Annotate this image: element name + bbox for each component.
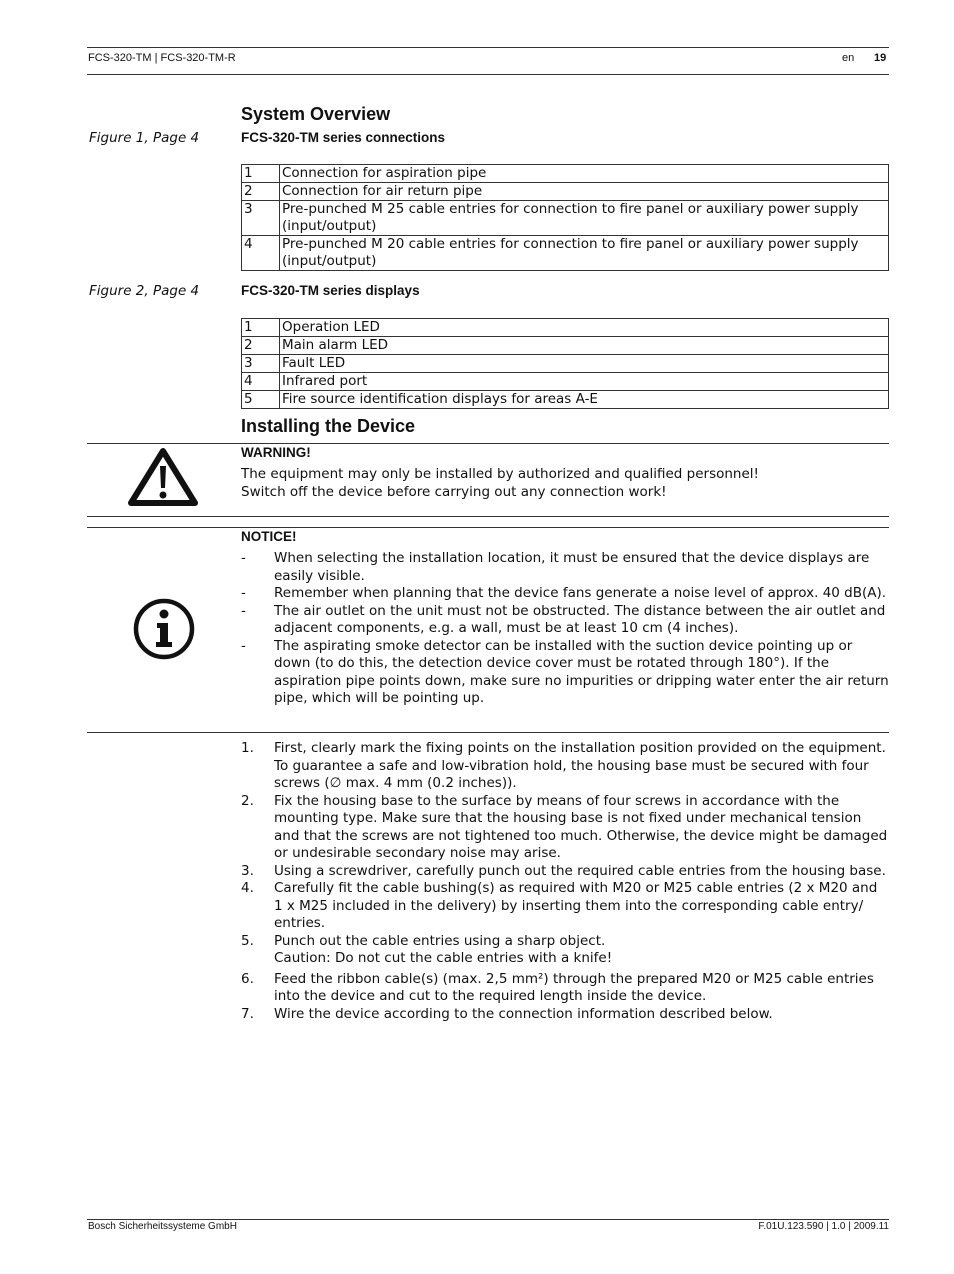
- step-number: 5.: [241, 932, 254, 949]
- list-item: - The air outlet on the unit must not be obstructed. The distance between the air outlet and adjacent components, e.g. a wall, must be at least 10 cm (4 inches).: [241, 602, 886, 636]
- figure1-caption: FCS-320-TM series connections: [241, 130, 446, 145]
- footer-rule: [87, 1219, 889, 1220]
- list-item: - When selecting the installation location, it must be ensured that the device displays are easily visible.: [241, 550, 870, 584]
- connections-table: [241, 164, 889, 271]
- table-row: [242, 355, 889, 373]
- figure2-caption: FCS-320-TM series displays: [241, 283, 420, 298]
- table-row: [242, 165, 889, 183]
- header-product: FCS-320-TM | FCS-320-TM-R: [88, 52, 236, 64]
- step-number: 2.: [241, 792, 254, 809]
- info-icon: [132, 597, 196, 661]
- notice-bottom-rule: [87, 732, 889, 733]
- header-bottom-rule: [87, 74, 889, 75]
- step-number: 3.: [241, 862, 254, 879]
- row-text: Fault LED: [280, 355, 889, 373]
- list-item: - Remember when planning that the device fans generate a noise level of approx. 40 dB(A).: [241, 585, 887, 601]
- row-text: Pre-punched M 20 cable entries for connection to fire panel or auxiliary power supply (input/output): [280, 236, 889, 271]
- list-item-text: The air outlet on the unit must not be obstructed. The distance between the air outlet and adjacent components, e.g. a wall, must be at least 10 cm (4 inches).: [274, 602, 886, 636]
- list-item: [241, 933, 889, 968]
- header-top-rule: [87, 47, 889, 48]
- warning-line-1: The equipment may only be installed by authorized and qualified personnel!: [241, 466, 759, 482]
- table-row: [242, 373, 889, 391]
- warning-top-rule: [87, 443, 889, 444]
- row-text: Connection for air return pipe: [280, 183, 889, 201]
- notice-top-rule: [87, 527, 889, 528]
- table-row: [242, 337, 889, 355]
- row-text: Main alarm LED: [280, 337, 889, 355]
- list-item-text: When selecting the installation location, it must be ensured that the device displays are easily visible.: [274, 550, 870, 584]
- step-text: Fix the housing base to the surface by means of four screws in accordance with the mounting type. Make sure that the housing base is not fixed under mechanical tension and that the screws are not tightened too much. Otherwise, the device might be damaged or undesirable secondary noise may arise.: [274, 792, 888, 861]
- step-text: First, clearly mark the fixing points on the installation position provided on the equipment. To guarantee a safe and low-vibration hold, the housing base must be secured with four screws (∅ max. 4 mm (0.2 inches)).: [274, 740, 886, 791]
- header-page-number: 19: [874, 52, 887, 64]
- row-text: Infrared port: [280, 373, 889, 391]
- list-item: [241, 971, 889, 1006]
- warning-bottom-rule: [87, 516, 889, 517]
- step-number: 7.: [241, 1005, 254, 1022]
- row-text: Operation LED: [280, 319, 889, 337]
- section-title-installing: Installing the Device: [241, 416, 416, 436]
- list-item: [241, 740, 889, 793]
- step-text: Punch out the cable entries using a sharp object.: [274, 932, 606, 949]
- warning-triangle-icon: [127, 446, 199, 508]
- list-item: [241, 863, 889, 881]
- row-number: 3: [242, 355, 280, 373]
- section-title-system-overview: System Overview: [241, 104, 391, 124]
- step-number: 6.: [241, 970, 254, 987]
- step-text: Carefully fit the cable bushing(s) as required with M20 or M25 cable entries (2 x M20 and 1 x M25 included in the delivery) by inserting them into the corresponding cable entry/ entries.: [274, 880, 878, 931]
- header-lang: en: [842, 52, 855, 64]
- row-number: 3: [242, 201, 280, 236]
- step-number: 4.: [241, 880, 254, 896]
- row-text: Connection for aspiration pipe: [280, 165, 889, 183]
- list-item: [241, 793, 889, 863]
- installation-steps: [241, 740, 889, 1023]
- step-caution: Caution: Do not cut the cable entries with a knife!: [274, 950, 613, 966]
- list-item: - The aspirating smoke detector can be installed with the suction device pointing up or down (to do this, the detection device cover must be rotated through 180°). If the aspiration pipe points down, make sure no impurities or dripping water enter the air return pipe, which will be pointing up.: [241, 637, 889, 706]
- list-item-text: Remember when planning that the device fans generate a noise level of approx. 40 dB(A).: [274, 585, 887, 601]
- footer-doc-info: F.01U.123.590 | 1.0 | 2009.11: [758, 1221, 889, 1232]
- list-item: [241, 1006, 889, 1024]
- table-row: [242, 319, 889, 337]
- notice-label: NOTICE!: [241, 529, 297, 544]
- table-row: [242, 391, 889, 409]
- row-text: Pre-punched M 25 cable entries for connection to fire panel or auxiliary power supply (input/output): [280, 201, 889, 236]
- row-number: 2: [242, 183, 280, 201]
- displays-table: [241, 318, 889, 409]
- step-text: Feed the ribbon cable(s) (max. 2,5 mm²) through the prepared M20 or M25 cable entries into the device and cut to the required length inside the device.: [274, 970, 874, 1004]
- table-row: [242, 236, 889, 271]
- list-item: [241, 880, 889, 933]
- warning-line-2: Switch off the device before carrying out any connection work!: [241, 484, 667, 500]
- step-text: Using a screwdriver, carefully punch out the required cable entries from the housing base.: [274, 862, 886, 879]
- list-item-text: The aspirating smoke detector can be installed with the suction device pointing up or down (to do this, the detection device cover must be rotated through 180°). If the aspiration pipe points down, make sure no impurities or dripping water enter the air return pipe, which will be pointing up.: [274, 637, 889, 706]
- row-number: 5: [242, 391, 280, 409]
- row-number: 1: [242, 319, 280, 337]
- step-text: Wire the device according to the connection information described below.: [274, 1005, 773, 1022]
- warning-label: WARNING!: [241, 445, 311, 460]
- row-number: 2: [242, 337, 280, 355]
- row-number: 4: [242, 373, 280, 391]
- figure2-ref: Figure 2, Page 4: [89, 283, 200, 299]
- figure1-ref: Figure 1, Page 4: [89, 130, 200, 146]
- notice-list: [241, 550, 889, 708]
- row-number: 1: [242, 165, 280, 183]
- table-row: [242, 183, 889, 201]
- row-text: Fire source identification displays for areas A-E: [280, 391, 889, 409]
- step-number: 1.: [241, 740, 254, 756]
- footer-company: Bosch Sicherheitssysteme GmbH: [88, 1221, 237, 1232]
- table-row: [242, 201, 889, 236]
- row-number: 4: [242, 236, 280, 271]
